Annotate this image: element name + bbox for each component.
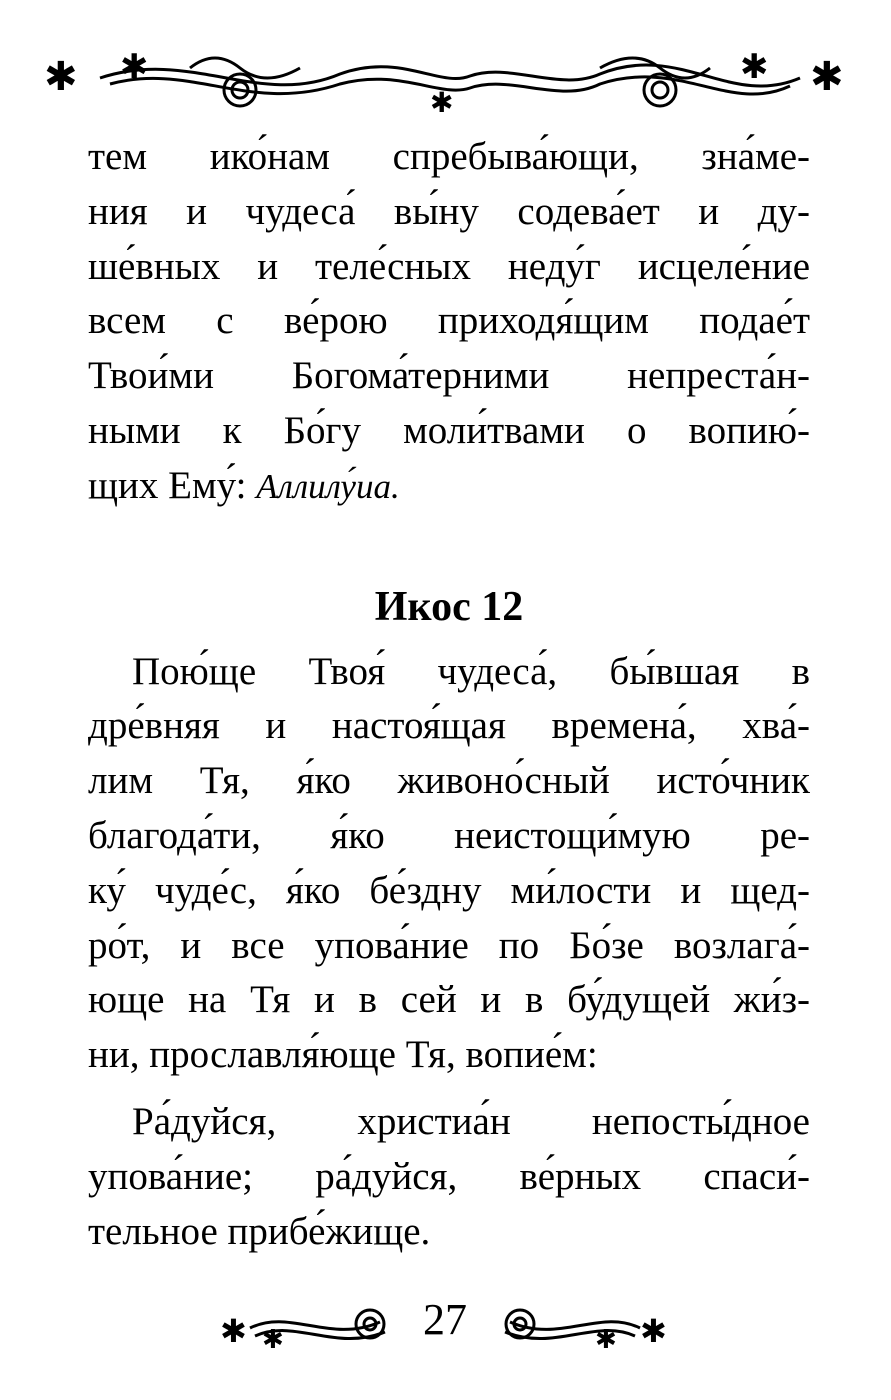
text-line: ния и чудеса́ вы́ну содева́ет и ду- [88, 189, 810, 233]
text-line: Пою́ще Твоя́ чудеса́, бы́вшая в [132, 649, 810, 693]
svg-text:✱: ✱ [740, 47, 769, 87]
svg-text:✱: ✱ [262, 1325, 284, 1355]
page-number: 27 [423, 1295, 467, 1344]
svg-text:✱: ✱ [810, 54, 844, 100]
text-line: тельное прибе́жище. [88, 1209, 431, 1253]
svg-text:✱: ✱ [640, 1312, 667, 1350]
text-line: лим Тя, я́ко живоно́сный исто́чник [88, 759, 810, 803]
text-line: благода́ти, я́ко неистощи́мую ре- [88, 813, 810, 857]
text-line: Ра́дуйся, христиа́н непосты́дное [132, 1099, 810, 1143]
text-line-last [88, 459, 810, 515]
ikos-paragraph [88, 645, 810, 1083]
text-line: ше́вных и теле́сных неду́г исцеле́ние [88, 244, 810, 288]
svg-text:✱: ✱ [44, 54, 78, 100]
text-line: юще на Тя и в сей и в бу́дущей жи́з- [88, 978, 810, 1022]
text-line: ку́ чуде́с, я́ко бе́здну ми́лости и щед- [88, 868, 810, 912]
text-line: всем с ве́рою приходя́щим подае́т [88, 299, 810, 343]
section-heading: Икос 12 [374, 583, 524, 630]
top-ornament [40, 38, 850, 118]
text-fragment: щих Ему́: [88, 463, 247, 507]
continuation-paragraph [88, 130, 810, 515]
text-line: Твои́ми Богома́терними непреста́н- [88, 354, 810, 398]
svg-text:✱: ✱ [120, 47, 149, 87]
refrain-alleluia: Аллилу́иа. [256, 466, 400, 506]
text-line: ро́т, и все упова́ние по Бо́зе возлага́- [88, 923, 810, 967]
svg-text:✱: ✱ [220, 1312, 247, 1350]
svg-text:✱: ✱ [430, 86, 454, 118]
page-body [88, 130, 810, 1259]
rejoice-paragraph [88, 1095, 810, 1259]
text-line: упова́ние; ра́дуйся, ве́рных спаси́- [88, 1154, 810, 1198]
svg-text:✱: ✱ [595, 1325, 617, 1355]
text-line: тем ико́нам спребыва́ющи, зна́ме- [88, 135, 810, 178]
text-line: ни, прославля́юще Тя, вопие́м: [88, 1033, 598, 1077]
text-line: дре́вняя и настоя́щая времена́, хва́- [88, 704, 810, 748]
text-line: ными к Бо́гу моли́твами о вопию́- [88, 408, 810, 452]
